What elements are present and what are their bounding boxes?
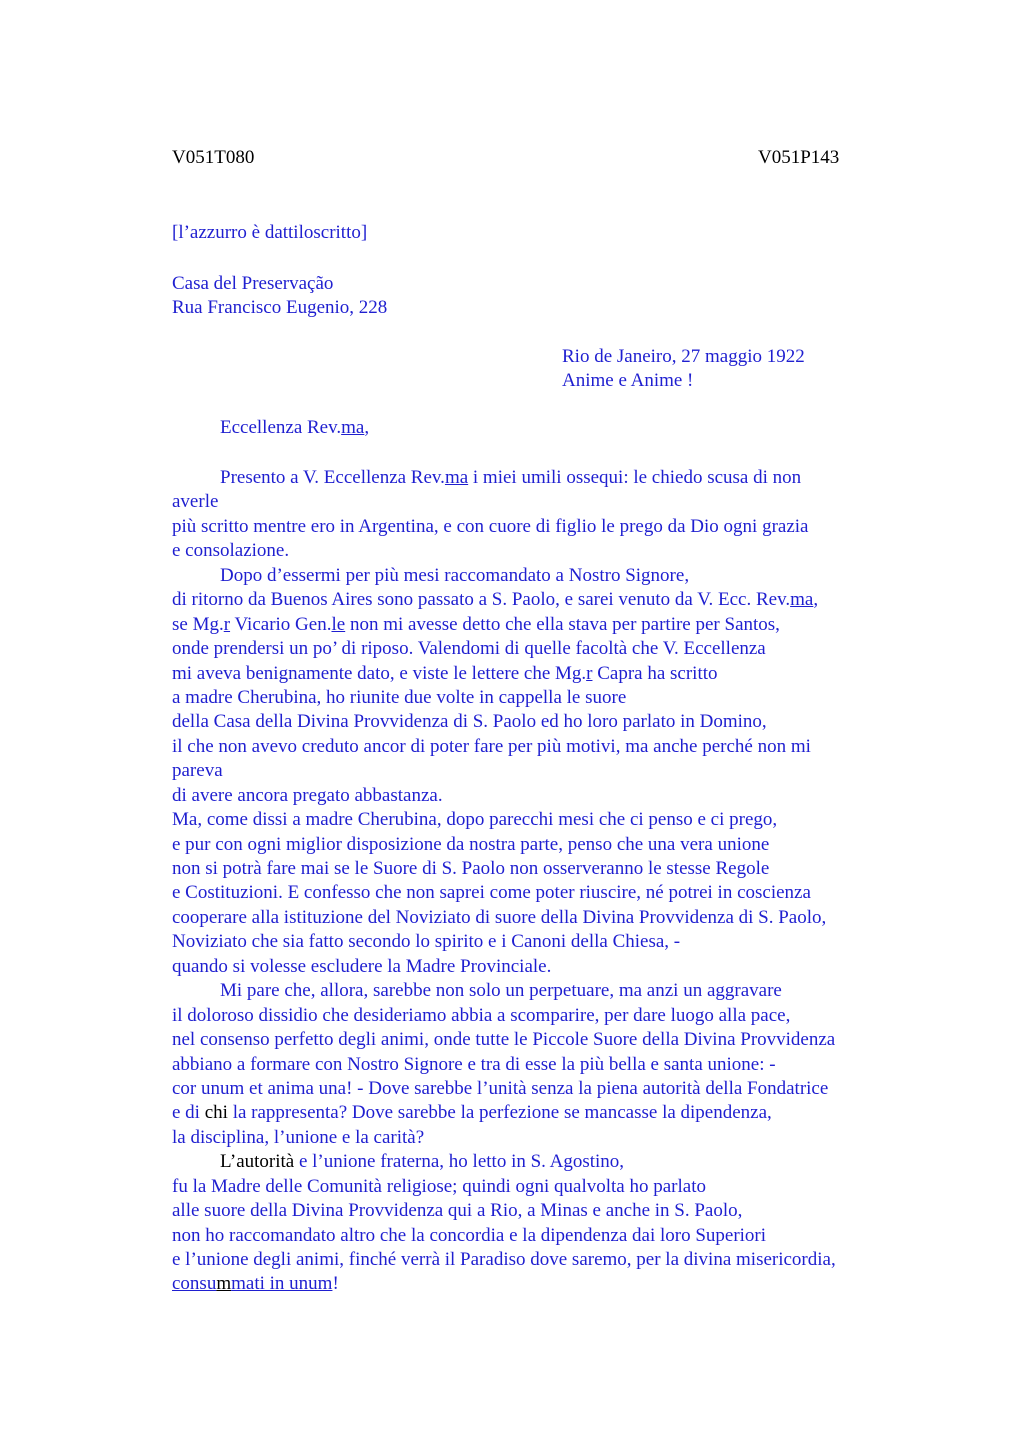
- text-segment: se Mg.: [172, 613, 224, 635]
- text-segment: Capra ha scritto: [592, 662, 718, 684]
- body-line: [172, 662, 912, 686]
- body-line: onde prendersi un po’ di riposo. Valendomi di quelle facoltà che V. Eccellenza: [172, 638, 766, 660]
- body-line: e l’unione degli animi, finché verrà il Paradiso dove saremo, per la divina misericordia,: [172, 1249, 836, 1270]
- document-code-left: V051T080: [172, 147, 255, 168]
- handwritten-segment: L’autorità: [220, 1151, 295, 1173]
- dateline: [562, 345, 805, 393]
- body-line: il doloroso dissidio che desideriamo abbia a scomparire, per dare luogo alla pace,: [172, 1004, 791, 1026]
- body-line: nel consenso perfetto degli animi, onde tutte le Piccole Suore della Divina Provvidenza: [172, 1029, 836, 1051]
- salutation-abbrev: ma: [341, 417, 365, 438]
- body-line: Ma, come dissi a madre Cherubina, dopo parecchi mesi che ci penso e ci prego,: [172, 809, 778, 831]
- address-line-2: Rua Francisco Eugenio, 228: [172, 297, 388, 318]
- body-line: [172, 1272, 912, 1296]
- body-line: [172, 588, 912, 612]
- body-line: e consolazione.: [172, 540, 290, 562]
- salutation-text: Eccellenza Rev.: [220, 417, 342, 438]
- text-segment: Presento a V. Eccellenza Rev.: [220, 467, 445, 488]
- abbrev-underlined: ma: [790, 589, 814, 611]
- body-line: pareva: [172, 760, 223, 782]
- text-segment: ,: [813, 589, 819, 611]
- body-line: averle: [172, 491, 219, 513]
- body-line: a madre Cherubina, ho riunite due volte in cappella le suore: [172, 686, 627, 708]
- abbrev-underlined: r: [586, 662, 593, 684]
- handwritten-segment: chi: [204, 1102, 228, 1124]
- abbrev-underlined: le: [331, 613, 346, 635]
- letter-body: [172, 466, 912, 1297]
- body-line: [172, 613, 912, 637]
- salutation: [220, 418, 369, 438]
- text-segment: non mi avesse detto che ella stava per partire per Santos,: [345, 613, 780, 635]
- handwritten-segment: m: [216, 1273, 232, 1295]
- underlined-segment: consu: [172, 1273, 217, 1295]
- abbrev-underlined: ma: [444, 467, 469, 488]
- text-segment: di ritorno da Buenos Aires sono passato a S. Paolo, e sarei venuto da V. Ecc. Rev.: [172, 589, 791, 611]
- place-date: Rio de Janeiro, 27 maggio 1922: [562, 346, 805, 367]
- sender-address: [172, 272, 387, 320]
- body-line: abbiano a formare con Nostro Signore e tra di esse la più bella e santa unione: -: [172, 1053, 776, 1075]
- text-segment: i miei umili ossequi: le chiedo scusa di non: [468, 467, 802, 488]
- body-line: cooperare alla istituzione del Noviziato di suore della Divina Provvidenza di S. Paolo,: [172, 906, 827, 928]
- body-line: cor unum et anima una! - Dove sarebbe l’unità senza la piena autorità della Fondatrice: [172, 1077, 829, 1099]
- underlined-segment: mati in unum: [231, 1273, 333, 1295]
- body-line: [172, 1150, 912, 1174]
- text-segment: mi aveva benignamente dato, e viste le lettere che Mg.: [172, 662, 587, 684]
- document-code-right: V051P143: [758, 147, 840, 168]
- text-segment: la rappresenta? Dove sarebbe la perfezione se mancasse la dipendenza,: [227, 1102, 772, 1124]
- body-line: [172, 466, 912, 490]
- body-line: Dopo d’essermi per più mesi raccomandato a Nostro Signore,: [220, 564, 690, 586]
- body-line: quando si volesse escludere la Madre Provinciale.: [172, 955, 552, 977]
- text-segment: e di: [172, 1102, 205, 1124]
- body-line: e pur con ogni miglior disposizione da nostra parte, penso che una vera unione: [172, 833, 770, 855]
- body-line: Noviziato che sia fatto secondo lo spirito e i Canoni della Chiesa, -: [172, 931, 681, 953]
- body-line: il che non avevo creduto ancor di poter fare per più motivi, ma anche perché non mi: [172, 735, 811, 757]
- body-line: non ho raccomandato altro che la concordia e la dipendenza dai loro Superiori: [172, 1224, 767, 1246]
- salutation-comma: ,: [364, 417, 370, 438]
- text-segment: unione fraterna: [323, 1151, 440, 1173]
- text-segment: e l’: [294, 1151, 324, 1173]
- body-line: [172, 1101, 912, 1125]
- body-line: della Casa della Divina Provvidenza di S. Paolo ed ho loro parlato in Domino,: [172, 711, 767, 733]
- body-line: la disciplina, l’unione e la carità?: [172, 1126, 425, 1148]
- body-line: fu la Madre delle Comunità religiose; quindi ogni qualvolta ho parlato: [172, 1175, 706, 1197]
- body-line: più scritto mentre ero in Argentina, e con cuore di figlio le prego da Dio ogni grazia: [172, 515, 809, 537]
- body-line: non si potrà fare mai se le Suore di S. Paolo non osserveranno le stesse Regole: [172, 858, 770, 879]
- text-segment: , ho letto in S. Agostino,: [439, 1151, 625, 1173]
- body-line: Mi pare che, allora, sarebbe non solo un perpetuare, ma anzi un aggravare: [220, 980, 782, 1002]
- text-segment: !: [332, 1273, 339, 1295]
- address-line-1: Casa del Preservação: [172, 273, 334, 294]
- body-line: e Costituzioni. E confesso che non saprei come poter riuscire, né potrei in coscienza: [172, 882, 811, 904]
- body-line: alle suore della Divina Provvidenza qui a Rio, a Minas e anche in S. Paolo,: [172, 1200, 743, 1222]
- motto: Anime e Anime !: [562, 370, 694, 391]
- editorial-note: [l’azzurro è dattiloscritto]: [172, 222, 368, 243]
- text-segment: Vicario Gen.: [230, 613, 332, 635]
- body-line: di avere ancora pregato abbastanza.: [172, 784, 443, 806]
- abbrev-underlined: r: [223, 613, 231, 635]
